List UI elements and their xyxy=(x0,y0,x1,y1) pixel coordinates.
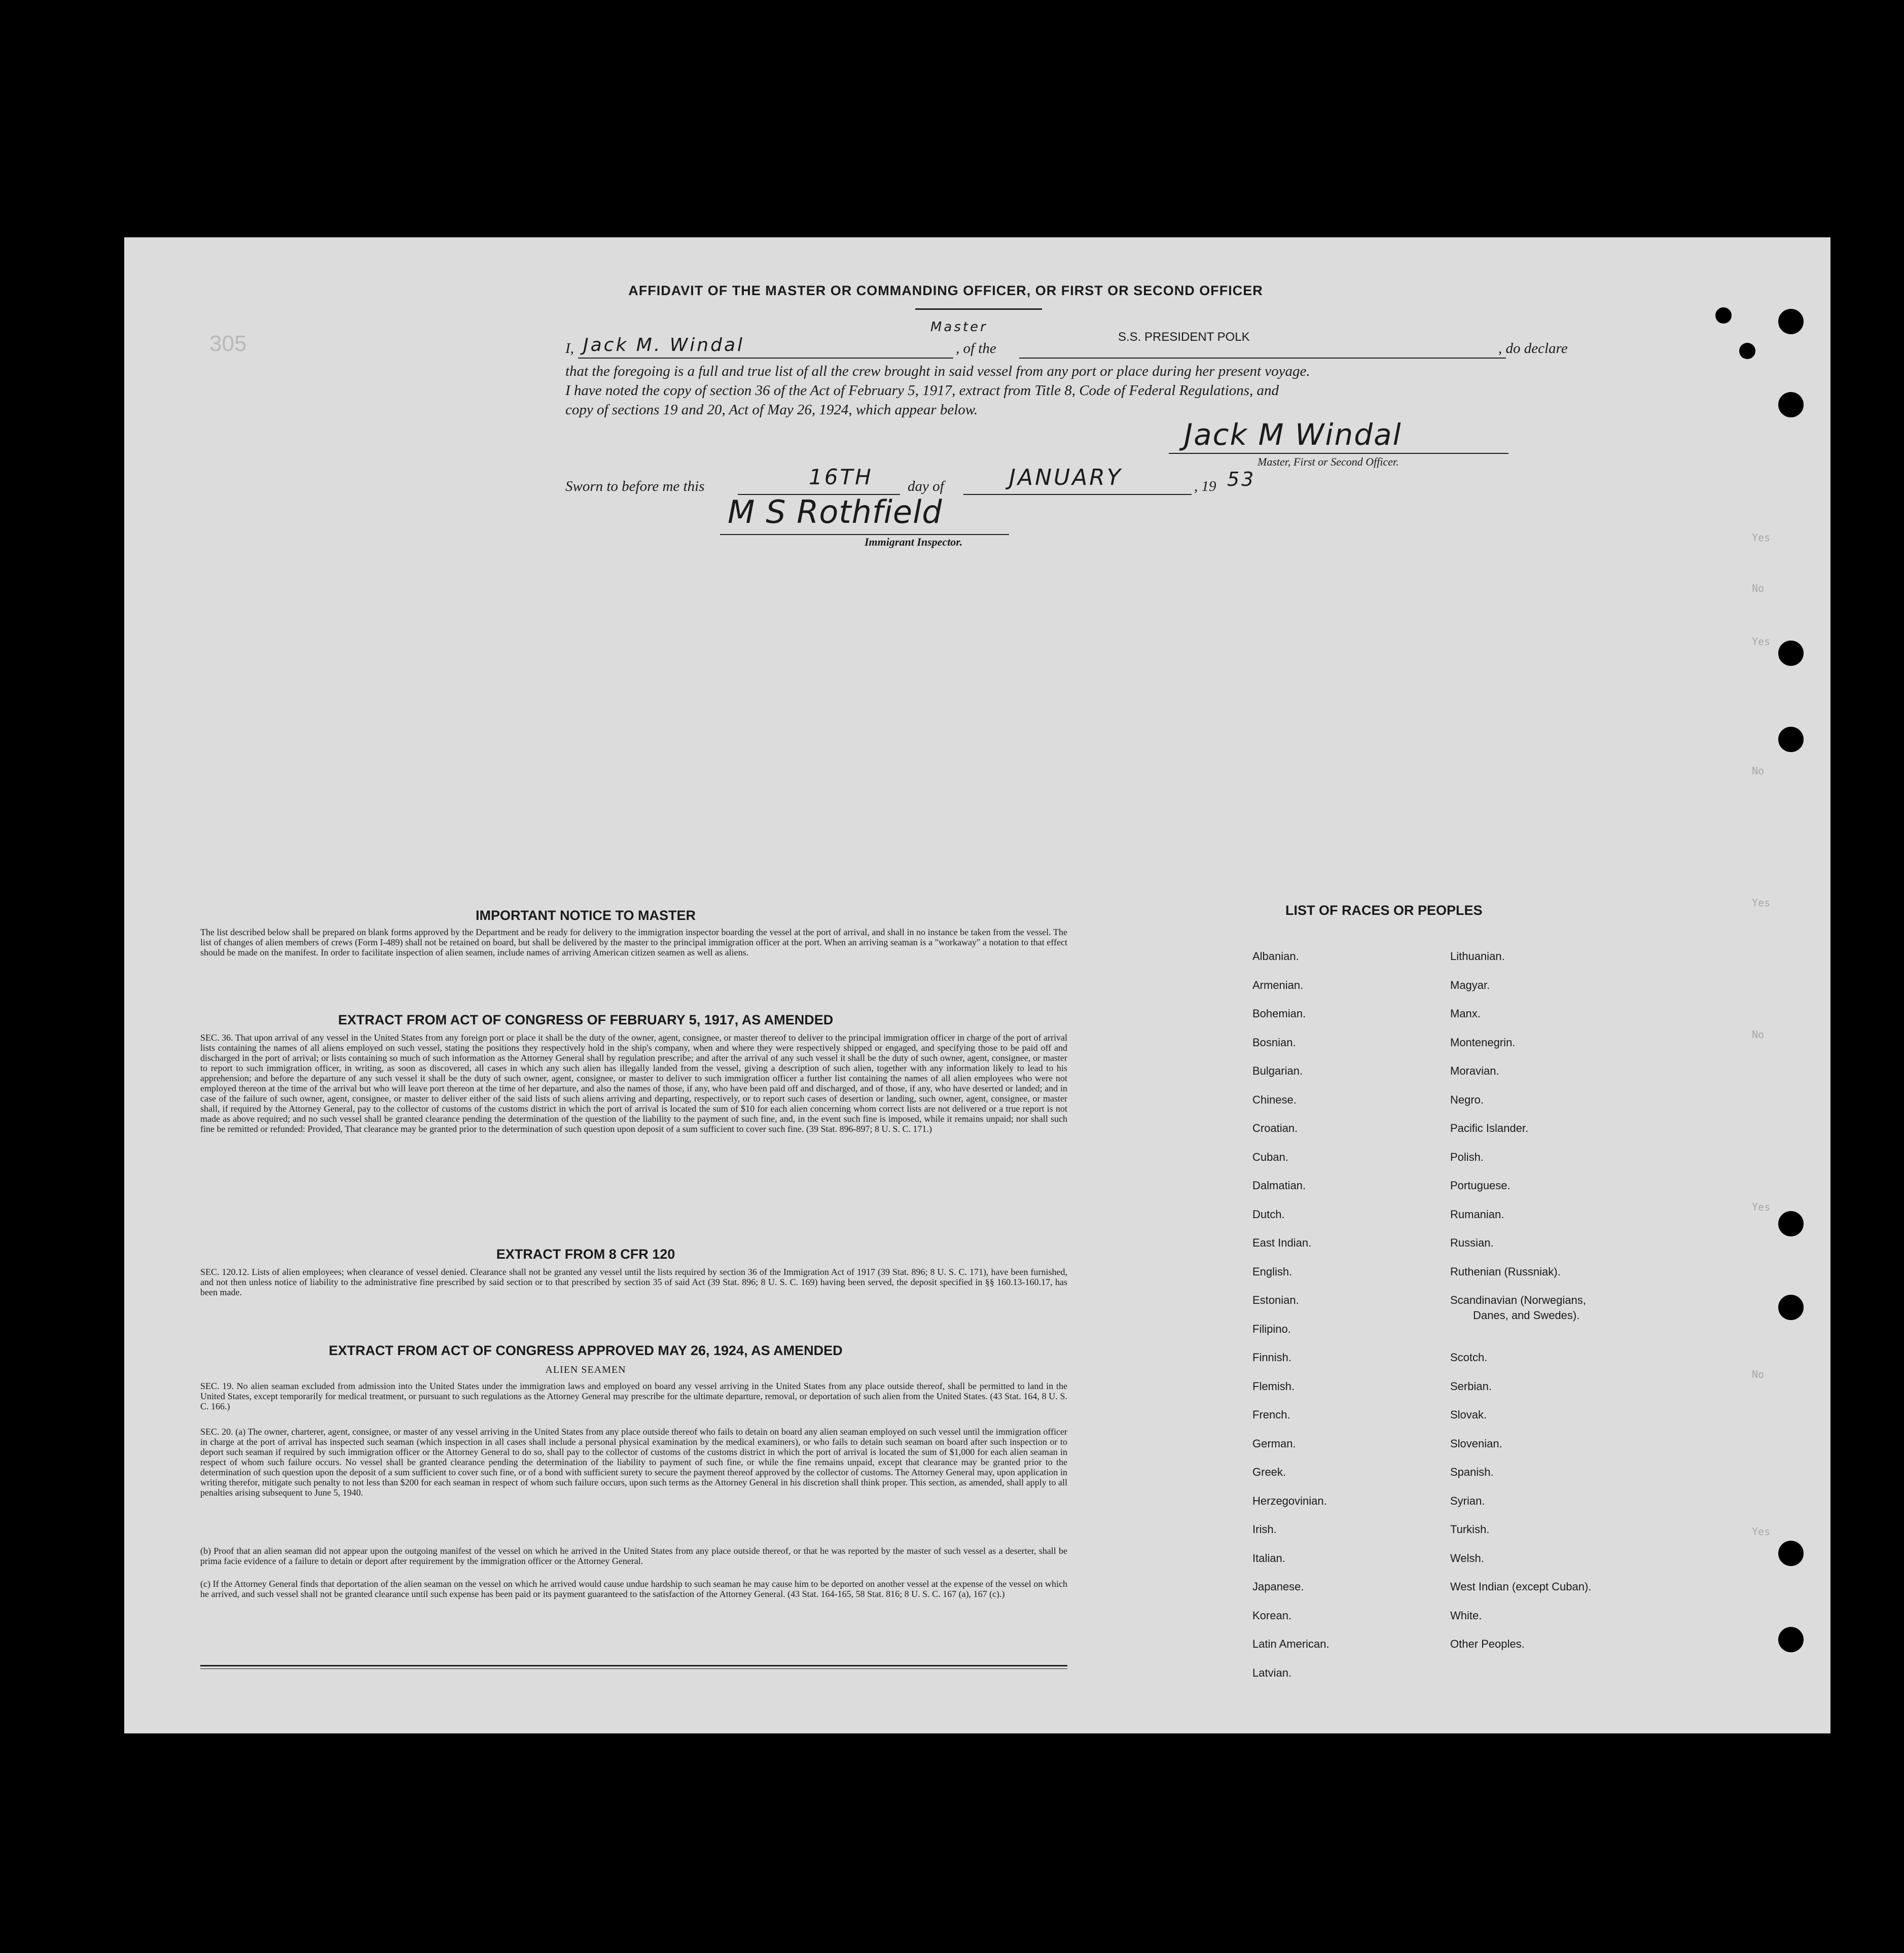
declarant-role: Master xyxy=(930,319,988,335)
punch-hole xyxy=(1778,392,1804,417)
race-item: German. xyxy=(1252,1437,1296,1450)
bleed-through-mark: No xyxy=(1752,1368,1765,1380)
race-item: Russian. xyxy=(1450,1236,1494,1249)
race-item: Greek. xyxy=(1252,1466,1286,1478)
race-item: Welsh. xyxy=(1450,1552,1484,1565)
race-item: Montenegrin. xyxy=(1450,1036,1516,1049)
inspector-signature-line xyxy=(720,534,1009,535)
declaration-line-2: that the foregoing is a full and true list of all the crew brought in said vessel from any port or place during her present voyage. xyxy=(565,363,1310,379)
declarant-name: Jack M. Windal xyxy=(583,335,745,356)
race-item: French. xyxy=(1252,1408,1290,1421)
race-item: Finnish. xyxy=(1252,1351,1292,1364)
race-item: Dalmatian. xyxy=(1252,1179,1306,1192)
race-item: Slovenian. xyxy=(1450,1437,1502,1450)
race-item: Croatian. xyxy=(1252,1122,1298,1134)
extract-1924-subheading: ALIEN SEAMEN xyxy=(545,1364,626,1375)
punch-hole xyxy=(1778,1541,1804,1566)
race-item: Danes, and Swedes). xyxy=(1473,1309,1580,1322)
title-underline xyxy=(915,308,1042,310)
punch-hole-small xyxy=(1739,343,1755,359)
races-heading: LIST OF RACES OR PEOPLES xyxy=(1285,903,1483,918)
race-item: Magyar. xyxy=(1450,979,1490,991)
race-item: White. xyxy=(1450,1609,1482,1622)
extract-1924-heading: EXTRACT FROM ACT OF CONGRESS APPROVED MAY 26, 1924, AS AMENDED xyxy=(329,1343,843,1358)
race-item: Estonian. xyxy=(1252,1294,1299,1306)
extract-cfr-text: SEC. 120.12. Lists of alien employees; when clearance of vessel denied. Clearance shall not be granted any vessel until the lists required by section 36 of the Immigration Act of 1917 (39 Stat. 896; 8 U. S. C. 171), have been furnished, and not then unless notice of liability to the administrative fine prescribed by said section or to that prescribed by section 35 of said Act (39 Stat. 896; 8 U. S. C. 169) having been served, the deposit specified in §§ 160.13-160.17, has been made. xyxy=(200,1267,1067,1297)
master-caption: Master, First or Second Officer. xyxy=(1258,455,1399,468)
bleed-through-mark: Yes xyxy=(1752,635,1771,648)
notice-text: The list described below shall be prepared on blank forms approved by the Department and be ready for delivery to the immigration inspector boarding the vessel at the port of arrival, and shall in no instance be taken from the vessel. The list of changes of alien members of crews (Form I-489) shall not be retained on board, but shall be delivered by the master to the principal immigration officer at the port. When an arriving seaman is a "workaway" a notation to that effect should be made on the manifest. In order to facilitate inspection of alien seamen, include names of arriving American citizen seamen as well as aliens. xyxy=(200,927,1067,957)
race-item: Other Peoples. xyxy=(1450,1638,1525,1650)
punch-hole-small xyxy=(1715,307,1732,324)
bottom-rule-thin xyxy=(200,1668,1067,1669)
race-item: Irish. xyxy=(1252,1523,1277,1536)
punch-hole xyxy=(1778,1211,1804,1236)
race-item: Negro. xyxy=(1450,1093,1484,1106)
extract-1924-sec20c: (c) If the Attorney General finds that deportation of the alien seaman on the vessel on which he arrived would cause undue hardship to such seaman he may cause him to be deported on another vessel at the expense of the vessel on which he arrived, and such vessel shall not be granted clearance until such expense has been paid or its payment guaranteed to the satisfaction of the Attorney General. (43 Stat. 164-165, 58 Stat. 816; 8 U. S. C. 167 (a), 167 (c).) xyxy=(200,1579,1067,1599)
bottom-rule xyxy=(200,1665,1067,1666)
do-declare-text: , do declare xyxy=(1498,340,1568,357)
race-item: Pacific Islander. xyxy=(1450,1122,1529,1134)
race-item: Korean. xyxy=(1252,1609,1292,1622)
day-of-text: day of xyxy=(908,478,944,494)
race-item: Bulgarian. xyxy=(1252,1064,1303,1077)
of-the-text: , of the xyxy=(956,340,996,357)
bleed-through-mark: Yes xyxy=(1752,897,1771,909)
race-item: Lithuanian. xyxy=(1450,950,1505,963)
race-item: Albanian. xyxy=(1252,950,1299,963)
race-item: Syrian. xyxy=(1450,1495,1485,1507)
race-item: Slovak. xyxy=(1450,1408,1487,1421)
race-item: Manx. xyxy=(1450,1007,1481,1020)
race-item: Herzegovinian. xyxy=(1252,1495,1327,1507)
race-item: Turkish. xyxy=(1450,1523,1490,1536)
race-item: Filipino. xyxy=(1252,1323,1291,1335)
name-line xyxy=(578,358,953,359)
bleed-through-mark: No xyxy=(1752,1028,1765,1041)
bleed-through-mark: Yes xyxy=(1752,531,1771,544)
race-item: Spanish. xyxy=(1450,1466,1494,1478)
inspector-signature: M S Rothfield xyxy=(728,493,943,530)
sworn-day: 16TH xyxy=(809,465,873,489)
affidavit-page xyxy=(124,237,1830,1733)
declaration-line-3: I have noted the copy of section 36 of the Act of February 5, 1917, extract from Title 8, Code of Federal Regulations, and xyxy=(565,382,1279,399)
race-item: Chinese. xyxy=(1252,1093,1297,1106)
race-item: Portuguese. xyxy=(1450,1179,1511,1192)
race-item: Scotch. xyxy=(1450,1351,1488,1364)
race-item: English. xyxy=(1252,1265,1292,1278)
master-signature-line xyxy=(1169,453,1508,454)
punch-hole xyxy=(1778,1295,1804,1320)
extract-1924-sec20a: SEC. 20. (a) The owner, charterer, agent, consignee, or master of any vessel arriving in the United States from any place outside thereof who fails to detain on board any alien seaman employed on such vessel until the immigration officer in charge at the port of arrival has inspected such seaman (which inspection in all cases shall include a personal physical examination by the medical examiners), or who fails to detain such seaman on board after such inspection or to deport such seaman if required by such immigration officer or the Attorney General to do so, shall pay to the collector of customs of the customs district in which the port of arrival is located the sum of $1,000 for each alien seaman in respect of whom such failure occurs. No vessel shall be granted clearance pending the determination of the liability to payment of such fine, or while the fine remains unpaid, except that clearance may be granted prior to the determination of such question upon the deposit of a sum sufficient to cover such fine, or of a bond with sufficient surety to secure the payment thereof approved by the collector of customs. The Attorney General may, upon application in writing therefor, mitigate such penalty to not less than $200 for each seaman in respect of whom such failure occurs, upon such terms as the Attorney General in his discretion shall think proper. This section, as amended, shall apply to all penalties arising subsequent to June 5, 1940. xyxy=(200,1427,1067,1498)
sworn-month: JANUARY xyxy=(1009,465,1123,490)
race-item: Polish. xyxy=(1450,1151,1484,1163)
master-signature: Jack M Windal xyxy=(1184,417,1402,452)
race-item: Armenian. xyxy=(1252,979,1304,991)
month-line xyxy=(963,494,1192,495)
bleed-through-mark: Yes xyxy=(1752,1525,1771,1538)
vessel-name: S.S. PRESIDENT POLK xyxy=(1118,330,1250,344)
race-item: Flemish. xyxy=(1252,1380,1295,1393)
bleed-through-mark: No xyxy=(1752,765,1765,777)
race-item: Latin American. xyxy=(1252,1638,1330,1650)
extract-1924-sec19: SEC. 19. No alien seaman excluded from admission into the United States under the immigration laws and employed on board any vessel arriving in the United States from any place outside thereof, shall be permitted to land in the United States, except temporarily for medical treatment, or pursuant to such regulations as the Attorney General may prescribe for the ultimate departure, removal, or deportation of such alien from the United States. (43 Stat. 164, 8 U. S. C. 166.) xyxy=(200,1381,1067,1411)
race-item: Scandinavian (Norwegians, xyxy=(1450,1294,1586,1306)
race-item: Rumanian. xyxy=(1450,1208,1504,1221)
punch-hole xyxy=(1778,727,1804,752)
page-title: AFFIDAVIT OF THE MASTER OR COMMANDING OFFICER, OR FIRST OR SECOND OFFICER xyxy=(628,283,1263,298)
race-item: Bosnian. xyxy=(1252,1036,1296,1049)
declaration-line-4: copy of sections 19 and 20, Act of May 26, 1924, which appear below. xyxy=(565,402,978,418)
race-item: East Indian. xyxy=(1252,1236,1312,1249)
vessel-line xyxy=(1019,358,1506,359)
sworn-text: Sworn to before me this xyxy=(565,478,705,494)
extract-cfr-heading: EXTRACT FROM 8 CFR 120 xyxy=(496,1247,675,1262)
bleed-through-mark: No xyxy=(1752,582,1765,594)
extract-1924-sec20b: (b) Proof that an alien seaman did not appear upon the outgoing manifest of the vessel on which he arrived in the United States from any place outside thereof, or that he was reported by the master of such vessel as a deserter, shall be prima facie evidence of a failure to detain or deport after requirement by the immigration officer or the Attorney General. xyxy=(200,1546,1067,1566)
declaration-lead: I, xyxy=(565,340,574,357)
race-item: Serbian. xyxy=(1450,1380,1492,1393)
race-item: Bohemian. xyxy=(1252,1007,1306,1020)
race-item: Japanese. xyxy=(1252,1580,1304,1593)
race-item: Moravian. xyxy=(1450,1064,1499,1077)
race-item: West Indian (except Cuban). xyxy=(1450,1580,1592,1593)
margin-number: 305 xyxy=(209,331,247,356)
notice-heading: IMPORTANT NOTICE TO MASTER xyxy=(476,908,696,923)
punch-hole xyxy=(1778,641,1804,666)
extract-1917-text: SEC. 36. That upon arrival of any vessel in the United States from any foreign port or place it shall be the duty of the owner, agent, consignee, or master thereof to deliver to the principal immigration officer in charge of the port of arrival lists containing the names of all aliens employed on such vessel, stating the positions they respectively hold in the ship's company, when and where they were respectively shipped or engaged, and specifying those to be paid off and discharged in the port of arrival; or lists containing so much of such information as the Attorney General shall by regulation prescribe; and after the arrival of any such vessel it shall be the duty of such owner, agent, consignee, or master to report to such immigration officer, in writing, as soon as discovered, all cases in which any such alien has illegally landed from the vessel, giving a description of such alien, together with any information likely to lead to his apprehension; and before the departure of any such vessel it shall be the duty of such owner, agent, consignee, or master to deliver to such immigration officer a further list containing the names of all alien employees who were not employed thereon at the time of the arrival but who will leave port thereon at the time of her departure, and also the names of those, if any, who have been paid off and discharged, and of those, if any, who have deserted or landed; and in case of the failure of such owner, agent, consignee, or master to deliver either of the said lists of such aliens arriving and departing, respectively, or to report such cases of desertion or landing, such owner, agent, consignee, or master shall, if required by the Attorney General, pay to the collector of customs of the customs district in which the port of arrival is located the sum of $10 for each alien concerning whom correct lists are not delivered or a true report is not made as above required; and no such vessel shall be granted clearance pending the determination of the question of the liability to the payment of such fine, and, in the event such fine is imposed, while it remains unpaid; nor shall such fine be remitted or refunded: Provided, That clearance may be granted prior to the determination of such question upon deposit of a sum sufficient to cover such fine. (39 Stat. 896-897; 8 U. S. C. 171.) xyxy=(200,1033,1067,1134)
race-item: Dutch. xyxy=(1252,1208,1285,1221)
sworn-year: 53 xyxy=(1227,468,1256,490)
punch-hole xyxy=(1778,1627,1804,1652)
punch-hole xyxy=(1778,309,1804,334)
race-item: Italian. xyxy=(1252,1552,1285,1565)
race-item: Ruthenian (Russniak). xyxy=(1450,1265,1561,1278)
race-item: Cuban. xyxy=(1252,1151,1288,1163)
race-item: Latvian. xyxy=(1252,1666,1292,1679)
inspector-caption: Immigrant Inspector. xyxy=(865,536,963,548)
bleed-through-mark: Yes xyxy=(1752,1201,1771,1213)
extract-1917-heading: EXTRACT FROM ACT OF CONGRESS OF FEBRUARY 5, 1917, AS AMENDED xyxy=(338,1012,834,1027)
year-prefix: , 19 xyxy=(1194,478,1216,494)
